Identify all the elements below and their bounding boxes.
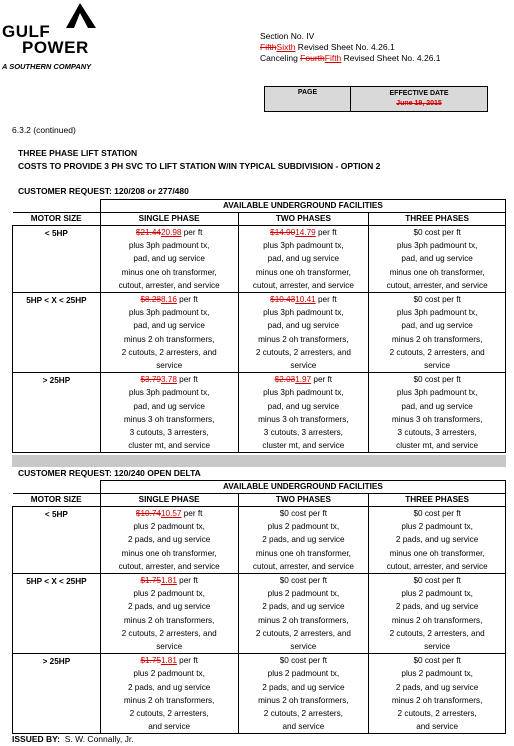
rate-head: $10.7410.57 per ft: [135, 509, 203, 518]
rate-head: $1.751.81 per ft: [140, 656, 198, 666]
rate-cell: [238, 293, 369, 373]
rate-line: plus 2 padmount tx,: [401, 589, 473, 599]
rate-cell: [369, 574, 506, 654]
rate-cell: [100, 226, 238, 293]
table-row: [13, 574, 506, 654]
rate-line: service: [424, 361, 451, 371]
rate-line: minus one oh transformer,: [255, 267, 351, 277]
rate-line: pad, and ug service: [133, 254, 205, 264]
section-number: Section No. IV: [260, 31, 315, 41]
rate-line: 2 pads, and ug service: [127, 535, 211, 545]
rate-cell: [238, 507, 369, 574]
rate-head: $0 cost per ft: [413, 656, 461, 666]
motor-size-cell: < 5HP: [13, 226, 101, 293]
rate-line: plus 3ph padmount tx,: [263, 388, 344, 398]
rate-head: $14.9014.79 per ft: [270, 228, 337, 237]
rate-line: cluster mt, and service: [128, 441, 211, 451]
rate-cell: [100, 373, 238, 453]
rate-line: minus one oh transformer,: [121, 267, 217, 277]
rate-head: $0 cost per ft: [413, 509, 461, 518]
table-row: [13, 373, 506, 453]
rate-line: pad, and ug service: [401, 321, 473, 331]
table2-col-three: THREE PHASES: [369, 494, 506, 507]
rate-head: $0 cost per ft: [279, 656, 328, 666]
rate-line: plus 3ph padmount tx,: [396, 308, 478, 318]
table2-col-single: SINGLE PHASE: [100, 494, 238, 507]
rate-line: 2 cutouts, 2 arresters, and: [389, 628, 485, 638]
rate-line: 2 cutouts, 2 arresters, and: [255, 628, 351, 638]
rate-head: $2.031.97 per ft: [274, 375, 333, 385]
rate-line: plus 3ph padmount tx,: [128, 241, 210, 251]
rate-cell: [100, 507, 238, 574]
rate-head: $0 cost per ft: [413, 228, 461, 237]
effective-date: June 19, 2015: [396, 100, 442, 107]
page-effective-box: [264, 86, 488, 112]
section-separator: [12, 455, 506, 467]
rate-line: minus 2 oh transformers,: [258, 334, 349, 344]
table2-col-motor: MOTOR SIZE: [13, 494, 101, 507]
table2: [12, 480, 506, 734]
rate-line: 2 cutouts, 2 arresters, and: [121, 628, 217, 638]
rate-line: cutout, arrester, and service: [118, 561, 220, 571]
rate-line: 2 cutouts, 2 arresters, and: [389, 347, 485, 357]
rate-line: 2 pads, and ug service: [395, 602, 479, 612]
rate-cell: [100, 574, 238, 654]
rate-line: cutout, arrester, and service: [252, 561, 354, 571]
page-label: PAGE: [265, 87, 351, 111]
rate-cell: [369, 373, 506, 453]
rate-line: service: [156, 642, 183, 652]
rate-line: plus 3ph padmount tx,: [396, 241, 478, 251]
rate-line: minus one oh transformer,: [389, 267, 485, 277]
table2-col-two: TWO PHASES: [238, 494, 369, 507]
rate-line: minus 2 oh transformers,: [391, 334, 483, 344]
rate-line: minus 3 oh transformers,: [123, 414, 215, 424]
rate-cell: [100, 293, 238, 373]
rate-head: $3.793.78 per ft: [140, 375, 198, 385]
table1-col-two: TWO PHASES: [238, 213, 369, 226]
motor-size-cell: > 25HP: [13, 654, 101, 734]
gulf-power-logo-icon: [64, 1, 98, 29]
rate-cell: [100, 654, 238, 734]
logo-gulf-text: GULF: [2, 22, 51, 41]
rate-head: $10.4310.41 per ft: [270, 295, 337, 305]
effective-label: EFFECTIVE DATE: [389, 90, 449, 97]
rate-head: $0 cost per ft: [413, 295, 461, 305]
rate-cell: [238, 574, 369, 654]
motor-size-cell: 5HP < X < 25HP: [13, 293, 101, 373]
rate-line: 3 cutouts, 3 arresters,: [263, 428, 343, 438]
table-row: [13, 507, 506, 574]
rate-line: 2 cutouts, 2 arresters, and: [121, 347, 217, 357]
rate-line: 2 pads, and ug service: [262, 682, 345, 692]
rate-cell: [369, 226, 506, 293]
rate-line: pad, and ug service: [267, 401, 340, 411]
rate-cell: [369, 654, 506, 734]
rate-line: pad, and ug service: [401, 254, 473, 264]
canceling-sheet: Canceling FourthFifth Revised Sheet No. 4.26.1: [260, 53, 441, 63]
logo-power-text: POWER: [22, 38, 89, 57]
rate-line: service: [290, 361, 317, 371]
rate-line: pad, and ug service: [401, 401, 473, 411]
rate-head: $1.751.81 per ft: [140, 576, 198, 586]
rate-line: plus 2 padmount tx,: [267, 522, 340, 532]
rate-line: minus 3 oh transformers,: [258, 414, 349, 424]
table1-col-three: THREE PHASES: [369, 213, 506, 226]
rate-line: 2 cutouts, 2 arresters,: [263, 709, 343, 719]
rate-line: plus 2 padmount tx,: [401, 522, 473, 532]
rate-line: service: [156, 361, 183, 371]
rate-head: $0 cost per ft: [413, 375, 461, 385]
rate-line: minus 2 oh transformers,: [123, 615, 215, 625]
title-costs: COSTS TO PROVIDE 3 PH SVC TO LIFT STATION W/IN TYPICAL SUBDIVISION - OPTION 2: [18, 161, 381, 171]
rate-line: 2 pads, and ug service: [262, 602, 345, 612]
rate-head: $0 cost per ft: [413, 576, 461, 586]
rate-line: service: [424, 642, 451, 652]
rate-line: cutout, arrester, and service: [386, 280, 488, 290]
issued-by: ISSUED BY: S. W. Connally, Jr.: [12, 734, 134, 744]
table1-col-single: SINGLE PHASE: [100, 213, 238, 226]
rate-cell: [369, 293, 506, 373]
motor-size-cell: 5HP < X < 25HP: [13, 574, 101, 654]
logo-southern-text: A SOUTHERN COMPANY: [2, 62, 92, 71]
rate-line: plus 2 padmount tx,: [267, 669, 340, 679]
rate-cell: [238, 654, 369, 734]
rate-head: $8.288.16 per ft: [140, 295, 198, 305]
table2-request: CUSTOMER REQUEST: 120/240 OPEN DELTA: [18, 468, 201, 478]
table-row: [13, 226, 506, 293]
rate-line: plus 3ph padmount tx,: [263, 241, 344, 251]
rate-head: $21.4420.98 per ft: [135, 228, 203, 237]
effective-date-cell: [351, 87, 487, 111]
rate-line: minus one oh transformer,: [389, 548, 485, 558]
rate-cell: [238, 373, 369, 453]
rate-line: 2 pads, and ug service: [395, 682, 479, 692]
rate-line: minus one oh transformer,: [255, 548, 351, 558]
rate-line: and service: [148, 722, 191, 732]
rate-line: 2 cutouts, 2 arresters,: [397, 709, 477, 719]
table1-request: CUSTOMER REQUEST: 120/208 or 277/480: [18, 186, 189, 196]
rate-line: plus 2 padmount tx,: [133, 522, 205, 532]
rate-head: $0 cost per ft: [279, 576, 328, 586]
rate-line: plus 3ph padmount tx,: [128, 388, 210, 398]
rate-line: plus 3ph padmount tx,: [128, 308, 210, 318]
rate-line: minus 3 oh transformers,: [391, 414, 483, 424]
rate-line: plus 3ph padmount tx,: [263, 308, 344, 318]
rate-line: plus 2 padmount tx,: [401, 669, 473, 679]
rate-line: pad, and ug service: [267, 254, 340, 264]
revised-sheet: FifthSixth Revised Sheet No. 4.26.1: [260, 42, 395, 52]
rate-line: and service: [282, 722, 325, 732]
table2-group-header: AVAILABLE UNDERGROUND FACILITIES: [100, 481, 505, 494]
table1-col-motor: MOTOR SIZE: [13, 213, 101, 226]
rate-line: minus 2 oh transformers,: [391, 695, 483, 705]
rate-line: minus 2 oh transformers,: [258, 695, 349, 705]
table-row: [13, 293, 506, 373]
rate-line: plus 2 padmount tx,: [133, 669, 205, 679]
rate-head: $0 cost per ft: [279, 509, 328, 518]
rate-line: minus 2 oh transformers,: [258, 615, 349, 625]
rate-line: pad, and ug service: [133, 401, 205, 411]
rate-line: 2 cutouts, 2 arresters,: [129, 709, 209, 719]
rate-line: 2 pads, and ug service: [127, 682, 211, 692]
rate-line: 2 pads, and ug service: [395, 535, 479, 545]
table-row: [13, 654, 506, 734]
rate-line: plus 2 padmount tx,: [133, 589, 205, 599]
rate-line: 3 cutouts, 3 arresters,: [397, 428, 477, 438]
rate-line: and service: [416, 722, 459, 732]
rate-line: pad, and ug service: [267, 321, 340, 331]
rate-line: cutout, arrester, and service: [386, 561, 488, 571]
rate-line: 2 pads, and ug service: [127, 602, 211, 612]
title-lift-station: THREE PHASE LIFT STATION: [18, 148, 138, 158]
table1-group-header: AVAILABLE UNDERGROUND FACILITIES: [100, 200, 505, 213]
rate-line: cutout, arrester, and service: [118, 280, 220, 290]
rate-line: cutout, arrester, and service: [252, 280, 354, 290]
rate-line: plus 2 padmount tx,: [267, 589, 340, 599]
rate-line: minus one oh transformer,: [121, 548, 217, 558]
rate-cell: [238, 226, 369, 293]
rate-line: 3 cutouts, 3 arresters,: [129, 428, 209, 438]
continued-label: 6.3.2 (continued): [12, 125, 76, 135]
rate-line: pad, and ug service: [133, 321, 205, 331]
rate-cell: [369, 507, 506, 574]
rate-line: cluster mt, and service: [262, 441, 345, 451]
rate-line: service: [290, 642, 317, 652]
rate-line: 2 cutouts, 2 arresters, and: [255, 347, 351, 357]
table1: [12, 199, 506, 453]
rate-line: cluster mt, and service: [396, 441, 479, 451]
motor-size-cell: < 5HP: [13, 507, 101, 574]
rate-line: 2 pads, and ug service: [262, 535, 345, 545]
motor-size-cell: > 25HP: [13, 373, 101, 453]
rate-line: minus 2 oh transformers,: [391, 615, 483, 625]
rate-line: minus 2 oh transformers,: [123, 334, 215, 344]
rate-line: minus 2 oh transformers,: [123, 695, 215, 705]
rate-line: plus 3ph padmount tx,: [396, 388, 478, 398]
